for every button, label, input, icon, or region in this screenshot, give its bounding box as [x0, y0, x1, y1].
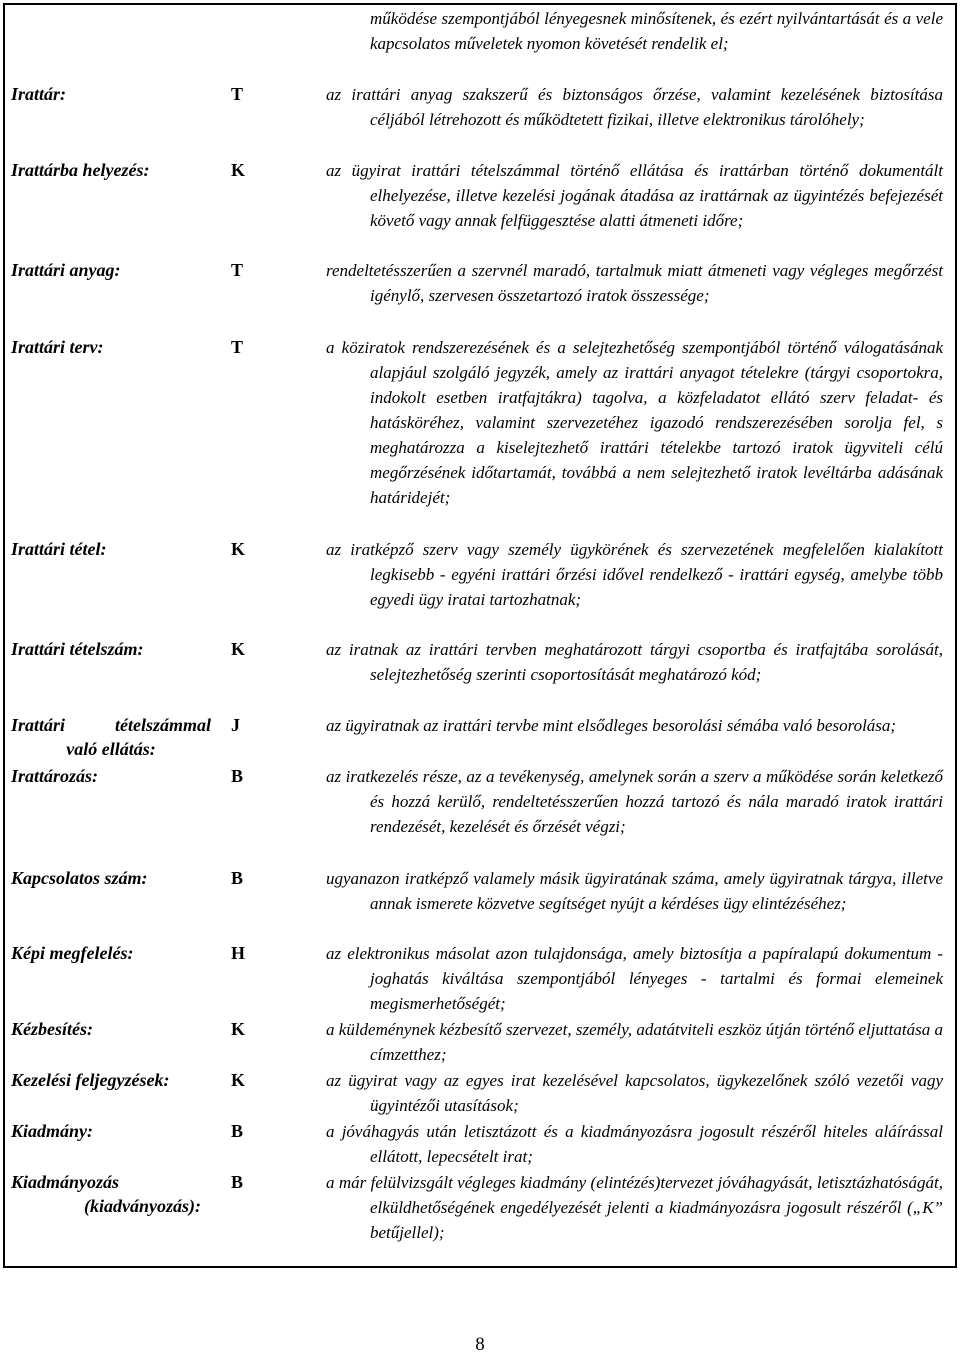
entry-code: T — [231, 337, 244, 357]
entry-term: Irattár: — [11, 84, 67, 104]
entry-definition: az ügyiratnak az irattári tervbe mint elsődleges besorolási sémába való besorolása; — [326, 716, 897, 735]
entry-code: B — [231, 1121, 244, 1141]
entry-term-line1: Irattári tételszámmal — [11, 715, 211, 735]
entry-term-line2: (kiadványozás): — [84, 1196, 201, 1216]
entry-definition: az elektronikus másolat azon tulajdonsága, amely biztosítja a papíralapú dokumentum - joghatás kiváltása szempontjából lényeges - tartalmi és formai elemeinek megismerhetőségét; — [326, 944, 943, 1013]
entry-definition: az iratkezelés része, az a tevékenység, amelynek során a szerv a működése során keletkező és hozzá kerülő, rendeltetésszerűen hozzá tartozó és nála maradó iratok irattári rendezését, kezelését és őrzését végzi; — [326, 767, 943, 836]
entry-definition: az ügyirat vagy az egyes irat kezelésével kapcsolatos, ügykezelőnek szóló vezetői vagy ügyintézői utasítások; — [326, 1071, 943, 1115]
entry-code: K — [231, 639, 246, 659]
entry-definition: ugyanazon iratképző valamely másik ügyiratának száma, amely ügyiratnak tárgya, illetve annak ismerete közvetve segítséget nyújt a kérdéses ügy elintézéséhez; — [326, 869, 943, 913]
entry-term: Kézbesítés: — [11, 1019, 93, 1039]
entry-definition: az iratképző szerv vagy személy ügykörének és szervezetének megfelelően kialakított legkisebb - egyéni irattári őrzési idővel rendelkező - irattári egység, amelybe több egyedi ügy iratai tartozhatnak; — [326, 540, 943, 609]
entry-code: K — [231, 160, 246, 180]
entry-definition: rendeltetésszerűen a szervnél maradó, tartalmuk miatt átmeneti vagy végleges megőrzést igénylő, szervesen összetartozó iratok összessége; — [326, 261, 943, 305]
entry-definition: a már felülvizsgált végleges kiadmány (elintézés)tervezet jóváhagyását, letisztázhatóságát, elküldhetőségének engedélyezését jelenti a kiadmányozásra jogosult részéről („K” betűjellel); — [326, 1173, 943, 1242]
entry-code: B — [231, 1172, 244, 1192]
entry-code: T — [231, 260, 244, 280]
entry-definition: az ügyirat irattári tételszámmal történő ellátása és irattárban történő dokumentált elhelyezése, illetve kezelési jogának átadása az irattárnak az ügyintézés befejezését követő vagy annak felfüggesztése alatti átmeneti időre; — [326, 161, 943, 230]
entry-definition: a jóváhagyás után letisztázott és a kiadmányozásra jogosult részéről hiteles aláírással ellátott, lepecsételt irat; — [326, 1122, 943, 1166]
entry-code: J — [231, 715, 240, 735]
page-number: 8 — [475, 1334, 485, 1355]
entry-definition: az irattári anyag szakszerű és biztonságos őrzése, valamint kezelésének biztosítása céljából létrehozott és működtetett fizikai, illetve elektronikus tárolóhely; — [326, 85, 943, 129]
entry-code: T — [231, 84, 244, 104]
entry-code: K — [231, 539, 246, 559]
entry-term — [11, 713, 211, 761]
entry-term — [11, 1170, 201, 1218]
entry-term: Irattári tétel: — [11, 539, 107, 559]
entry-term: Irattározás: — [11, 766, 99, 786]
entry-code: K — [231, 1070, 246, 1090]
entry-term: Irattári tételszám: — [11, 639, 144, 659]
entry-definition: a köziratok rendszerezésének és a selejtezhetőség szempontjából történő válogatásának alapjául szolgáló jegyzék, amely az irattári anyagot tételekre (tárgyi csoportokra, indokolt esetben iratfajtákra) tagolva, a közfeladatot ellátó szerv feladat- és hatásköréhez, valamint szervezetéhez igazodó rendszerezésében sorolja fel, s meghatározza a kiselejtezhető irattári tételekbe tartozó iratok ügyviteli célú megőrzésének időtartamát, továbbá a nem selejtezhető iratok levéltárba adásának határidejét; — [326, 338, 943, 507]
entry-term-line2: való ellátás: — [66, 739, 156, 759]
entry-code: H — [231, 943, 246, 963]
entry-term-line1: Kiadmányozás — [11, 1172, 120, 1192]
entry-term: Kapcsolatos szám: — [11, 868, 148, 888]
entry-definition: a küldeménynek kézbesítő szervezet, személy, adatátviteli eszköz útján történő eljuttatása a címzetthez; — [326, 1020, 943, 1064]
entry-term: Irattárba helyezés: — [11, 160, 150, 180]
entry-term: Irattári terv: — [11, 337, 104, 357]
entry-definition: az iratnak az irattári tervben meghatározott tárgyi csoportba és iratfajtába sorolását, selejtezhetőség szerinti csoportosítását meghatározó kód; — [326, 640, 943, 684]
continuation-definition: működése szempontjából lényegesnek minősítenek, és ezért nyilvántartását és a vele kapcsolatos műveletek nyomon követését rendelik el; — [370, 9, 943, 53]
entry-term: Kiadmány: — [11, 1121, 94, 1141]
entry-term: Irattári anyag: — [11, 260, 121, 280]
entry-code: B — [231, 868, 244, 888]
entry-code: K — [231, 1019, 246, 1039]
entry-term: Kezelési feljegyzések: — [11, 1070, 170, 1090]
entry-code: B — [231, 766, 244, 786]
entry-term: Képi megfelelés: — [11, 943, 134, 963]
